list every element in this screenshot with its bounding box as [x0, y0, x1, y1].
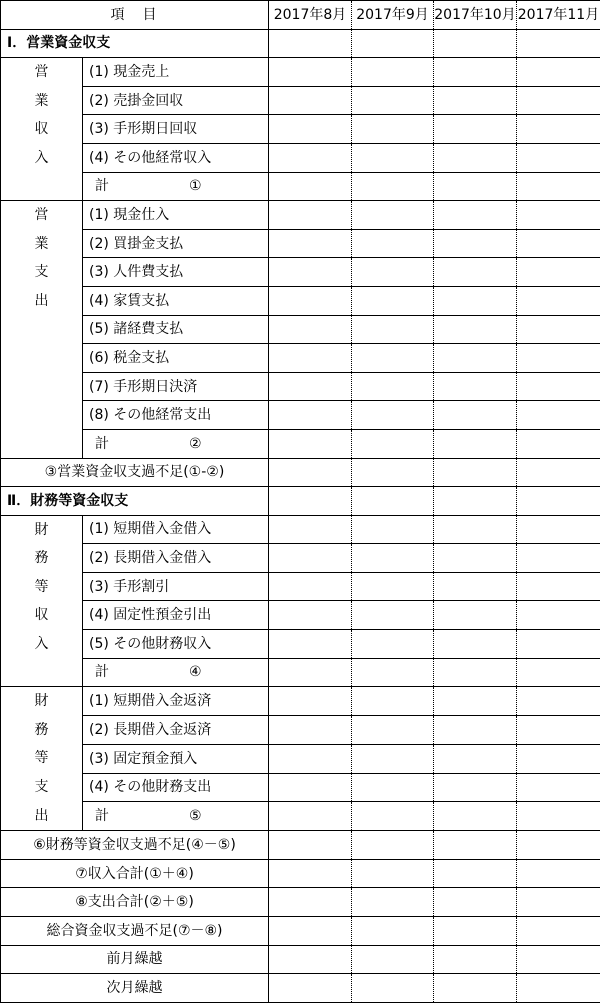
value-cell[interactable]: [517, 458, 600, 487]
header-month: 2017年8月: [269, 1, 352, 30]
line-item-row: [1, 401, 600, 430]
value-cell[interactable]: [434, 86, 517, 115]
value-cell[interactable]: [352, 888, 434, 917]
subtotal-label: [83, 802, 269, 831]
value-cell[interactable]: [434, 115, 517, 144]
value-cell[interactable]: [352, 372, 434, 401]
value-cell[interactable]: [352, 630, 434, 659]
value-cell[interactable]: [269, 630, 352, 659]
value-cell[interactable]: [269, 429, 352, 458]
line-item-label: (1) 短期借入金借入: [83, 515, 269, 544]
line-item-label: (2) 売掛金回収: [83, 86, 269, 115]
balance-label: ⑥財務等資金収支過不足(④－⑤): [1, 831, 269, 860]
value-cell[interactable]: [269, 744, 352, 773]
value-cell[interactable]: [517, 229, 600, 258]
value-cell[interactable]: [434, 372, 517, 401]
value-cell[interactable]: [352, 429, 434, 458]
line-item-row: [1, 601, 600, 630]
value-cell[interactable]: [269, 58, 352, 87]
group-char: 財: [1, 516, 82, 545]
value-cell[interactable]: [434, 229, 517, 258]
line-item-label: (2) 長期借入金借入: [83, 544, 269, 573]
line-item-label: (6) 税金支払: [83, 344, 269, 373]
value-cell[interactable]: [517, 58, 600, 87]
value-cell[interactable]: [269, 372, 352, 401]
value-cell[interactable]: [269, 172, 352, 201]
line-item-row: [1, 286, 600, 315]
value-cell[interactable]: [352, 115, 434, 144]
line-item-row: [1, 86, 600, 115]
value-cell[interactable]: [352, 86, 434, 115]
value-cell[interactable]: [434, 344, 517, 373]
value-cell[interactable]: [434, 315, 517, 344]
value-cell[interactable]: [434, 487, 517, 516]
value-cell[interactable]: [434, 773, 517, 802]
subtotal-mark: ④: [189, 665, 202, 679]
line-item-row: [1, 315, 600, 344]
value-cell[interactable]: [269, 115, 352, 144]
value-cell[interactable]: [434, 744, 517, 773]
line-item-row: [1, 687, 600, 716]
value-cell[interactable]: [269, 831, 352, 860]
line-item-label: (2) 買掛金支払: [83, 229, 269, 258]
group-label: [1, 58, 83, 201]
value-cell[interactable]: [434, 401, 517, 430]
line-item-row: [1, 115, 600, 144]
value-cell[interactable]: [352, 458, 434, 487]
value-cell[interactable]: [517, 487, 600, 516]
value-cell[interactable]: [434, 572, 517, 601]
value-cell[interactable]: [434, 286, 517, 315]
line-item-label: (8) その他経常支出: [83, 401, 269, 430]
group-label: [1, 687, 83, 831]
value-cell[interactable]: [352, 716, 434, 745]
value-cell[interactable]: [434, 716, 517, 745]
line-item-label: (3) 手形割引: [83, 572, 269, 601]
value-cell[interactable]: [434, 258, 517, 287]
value-cell[interactable]: [517, 172, 600, 201]
group-char: 財: [1, 687, 82, 716]
value-cell[interactable]: [352, 687, 434, 716]
line-item-row: [1, 773, 600, 802]
value-cell[interactable]: [517, 544, 600, 573]
value-cell[interactable]: [269, 601, 352, 630]
value-cell[interactable]: [269, 315, 352, 344]
value-cell[interactable]: [352, 974, 434, 1003]
value-cell[interactable]: [517, 429, 600, 458]
group-label: [1, 515, 83, 687]
header-item: 項 目: [1, 1, 269, 30]
value-cell[interactable]: [352, 802, 434, 831]
value-cell[interactable]: [517, 372, 600, 401]
subtotal-text: 計: [95, 808, 109, 824]
value-cell[interactable]: [352, 58, 434, 87]
value-cell[interactable]: [269, 859, 352, 888]
header-month: 2017年10月: [434, 1, 517, 30]
value-cell[interactable]: [434, 658, 517, 687]
balance-label-row: [1, 831, 600, 860]
group-char: 収: [1, 601, 82, 630]
line-item-label: (1) 現金売上: [83, 58, 269, 87]
subtotal-row: [1, 172, 600, 201]
group-char: 支: [1, 258, 82, 287]
value-cell[interactable]: [517, 572, 600, 601]
group-char: 等: [1, 744, 82, 773]
value-cell[interactable]: [517, 917, 600, 946]
summary-label-row: [1, 917, 600, 946]
value-cell[interactable]: [434, 917, 517, 946]
group-char: 務: [1, 716, 82, 745]
group-char: 等: [1, 573, 82, 602]
value-cell[interactable]: [269, 888, 352, 917]
section-title: Ⅰ．営業資金収支: [1, 29, 269, 58]
subtotal-text: 計: [95, 436, 109, 452]
value-cell[interactable]: [517, 831, 600, 860]
line-item-label: (1) 現金仕入: [83, 201, 269, 230]
subtotal-text: 計: [95, 664, 109, 680]
value-cell[interactable]: [269, 487, 352, 516]
subtotal-label: [83, 429, 269, 458]
value-cell[interactable]: [517, 286, 600, 315]
value-cell[interactable]: [352, 572, 434, 601]
value-cell[interactable]: [517, 859, 600, 888]
value-cell[interactable]: [352, 286, 434, 315]
value-cell[interactable]: [517, 601, 600, 630]
value-cell[interactable]: [352, 544, 434, 573]
value-cell[interactable]: [517, 115, 600, 144]
line-item-label: (7) 手形期日決済: [83, 372, 269, 401]
value-cell[interactable]: [517, 344, 600, 373]
value-cell[interactable]: [434, 687, 517, 716]
value-cell[interactable]: [269, 344, 352, 373]
value-cell[interactable]: [352, 773, 434, 802]
value-cell[interactable]: [269, 544, 352, 573]
value-cell[interactable]: [434, 429, 517, 458]
line-item-label: (3) 手形期日回収: [83, 115, 269, 144]
summary-label-row: [1, 945, 600, 974]
value-cell[interactable]: [269, 201, 352, 230]
value-cell[interactable]: [517, 945, 600, 974]
value-cell[interactable]: [352, 143, 434, 172]
value-cell[interactable]: [352, 744, 434, 773]
value-cell[interactable]: [269, 29, 352, 58]
value-cell[interactable]: [434, 888, 517, 917]
subtotal-text: 計: [95, 178, 109, 194]
cash-flow-table-body: [1, 1, 600, 1003]
line-item-row: [1, 372, 600, 401]
value-cell[interactable]: [352, 831, 434, 860]
value-cell[interactable]: [517, 143, 600, 172]
value-cell[interactable]: [352, 917, 434, 946]
balance-label-row: [1, 458, 600, 487]
balance-label: ③営業資金収支過不足(①-②): [1, 458, 269, 487]
value-cell[interactable]: [352, 344, 434, 373]
summary-label: 次月繰越: [1, 974, 269, 1003]
value-cell[interactable]: [269, 773, 352, 802]
line-item-row: [1, 515, 600, 544]
subtotal-mark: ①: [189, 179, 202, 193]
subtotal-row: [1, 429, 600, 458]
value-cell[interactable]: [517, 716, 600, 745]
value-cell[interactable]: [434, 945, 517, 974]
value-cell[interactable]: [269, 515, 352, 544]
value-cell[interactable]: [352, 172, 434, 201]
line-item-label: (3) 人件費支払: [83, 258, 269, 287]
value-cell[interactable]: [434, 831, 517, 860]
header-month: 2017年11月: [517, 1, 600, 30]
subtotal-row: [1, 658, 600, 687]
value-cell[interactable]: [517, 630, 600, 659]
value-cell[interactable]: [352, 401, 434, 430]
line-item-row: [1, 572, 600, 601]
line-item-row: [1, 143, 600, 172]
value-cell[interactable]: [352, 29, 434, 58]
value-cell[interactable]: [352, 945, 434, 974]
value-cell[interactable]: [352, 515, 434, 544]
value-cell[interactable]: [352, 258, 434, 287]
value-cell[interactable]: [434, 458, 517, 487]
line-item-row: [1, 744, 600, 773]
group-char: 入: [1, 144, 82, 173]
line-item-row: [1, 344, 600, 373]
summary-label: 総合資金収支過不足(⑦－⑧): [1, 917, 269, 946]
line-item-label: (1) 短期借入金返済: [83, 687, 269, 716]
summary-label-row: [1, 859, 600, 888]
summary-label: 前月繰越: [1, 945, 269, 974]
value-cell[interactable]: [352, 487, 434, 516]
summary-label-row: [1, 974, 600, 1003]
value-cell[interactable]: [434, 544, 517, 573]
value-cell[interactable]: [434, 974, 517, 1003]
line-item-label: (4) その他経常収入: [83, 143, 269, 172]
group-char: 入: [1, 630, 82, 659]
section-header-row: [1, 487, 600, 516]
value-cell[interactable]: [434, 58, 517, 87]
group-char: 支: [1, 773, 82, 802]
group-label: [1, 201, 83, 458]
value-cell[interactable]: [434, 601, 517, 630]
summary-label-row: [1, 888, 600, 917]
value-cell[interactable]: [269, 458, 352, 487]
line-item-label: (4) その他財務支出: [83, 773, 269, 802]
group-char: 出: [1, 287, 82, 316]
value-cell[interactable]: [434, 29, 517, 58]
line-item-row: [1, 229, 600, 258]
value-cell[interactable]: [517, 658, 600, 687]
value-cell[interactable]: [269, 687, 352, 716]
value-cell[interactable]: [517, 802, 600, 831]
value-cell[interactable]: [434, 859, 517, 888]
value-cell[interactable]: [352, 229, 434, 258]
value-cell[interactable]: [269, 974, 352, 1003]
value-cell[interactable]: [517, 86, 600, 115]
line-item-label: (4) 固定性預金引出: [83, 601, 269, 630]
value-cell[interactable]: [269, 86, 352, 115]
subtotal-label: [83, 658, 269, 687]
group-char: 務: [1, 544, 82, 573]
section-header-row: [1, 29, 600, 58]
group-char: 営: [1, 201, 82, 230]
value-cell[interactable]: [269, 658, 352, 687]
subtotal-mark: ②: [189, 437, 202, 451]
value-cell[interactable]: [352, 315, 434, 344]
value-cell[interactable]: [269, 401, 352, 430]
value-cell[interactable]: [269, 258, 352, 287]
line-item-row: [1, 630, 600, 659]
value-cell[interactable]: [434, 172, 517, 201]
group-char: 出: [1, 802, 82, 831]
line-item-row: [1, 58, 600, 87]
subtotal-mark: ⑤: [189, 809, 202, 823]
line-item-label: (3) 固定預金預入: [83, 744, 269, 773]
group-char: 収: [1, 115, 82, 144]
value-cell[interactable]: [517, 974, 600, 1003]
value-cell[interactable]: [517, 687, 600, 716]
value-cell[interactable]: [517, 515, 600, 544]
group-char: 業: [1, 87, 82, 116]
value-cell[interactable]: [269, 716, 352, 745]
value-cell[interactable]: [269, 917, 352, 946]
value-cell[interactable]: [517, 888, 600, 917]
value-cell[interactable]: [269, 286, 352, 315]
summary-label: ⑦収入合計(①＋④): [1, 859, 269, 888]
header-month: 2017年9月: [352, 1, 434, 30]
value-cell[interactable]: [517, 773, 600, 802]
value-cell[interactable]: [517, 401, 600, 430]
group-char: 業: [1, 230, 82, 259]
line-item-label: (4) 家賃支払: [83, 286, 269, 315]
subtotal-label: [83, 172, 269, 201]
summary-label: ⑧支出合計(②＋⑤): [1, 888, 269, 917]
subtotal-row: [1, 802, 600, 831]
value-cell[interactable]: [517, 315, 600, 344]
value-cell[interactable]: [269, 945, 352, 974]
value-cell[interactable]: [434, 630, 517, 659]
value-cell[interactable]: [517, 201, 600, 230]
value-cell[interactable]: [434, 143, 517, 172]
value-cell[interactable]: [269, 143, 352, 172]
line-item-row: [1, 544, 600, 573]
value-cell[interactable]: [434, 515, 517, 544]
value-cell[interactable]: [434, 802, 517, 831]
line-item-label: (2) 長期借入金返済: [83, 716, 269, 745]
value-cell[interactable]: [517, 744, 600, 773]
value-cell[interactable]: [352, 658, 434, 687]
line-item-label: (5) 諸経費支払: [83, 315, 269, 344]
value-cell[interactable]: [434, 201, 517, 230]
line-item-row: [1, 201, 600, 230]
header-row: [1, 1, 600, 30]
section-title: Ⅱ．財務等資金収支: [1, 487, 269, 516]
line-item-label: (5) その他財務収入: [83, 630, 269, 659]
value-cell[interactable]: [517, 258, 600, 287]
value-cell[interactable]: [269, 229, 352, 258]
value-cell[interactable]: [269, 802, 352, 831]
line-item-row: [1, 716, 600, 745]
value-cell[interactable]: [352, 201, 434, 230]
value-cell[interactable]: [352, 601, 434, 630]
line-item-row: [1, 258, 600, 287]
value-cell[interactable]: [269, 572, 352, 601]
group-char: 営: [1, 58, 82, 87]
value-cell[interactable]: [352, 859, 434, 888]
value-cell[interactable]: [517, 29, 600, 58]
